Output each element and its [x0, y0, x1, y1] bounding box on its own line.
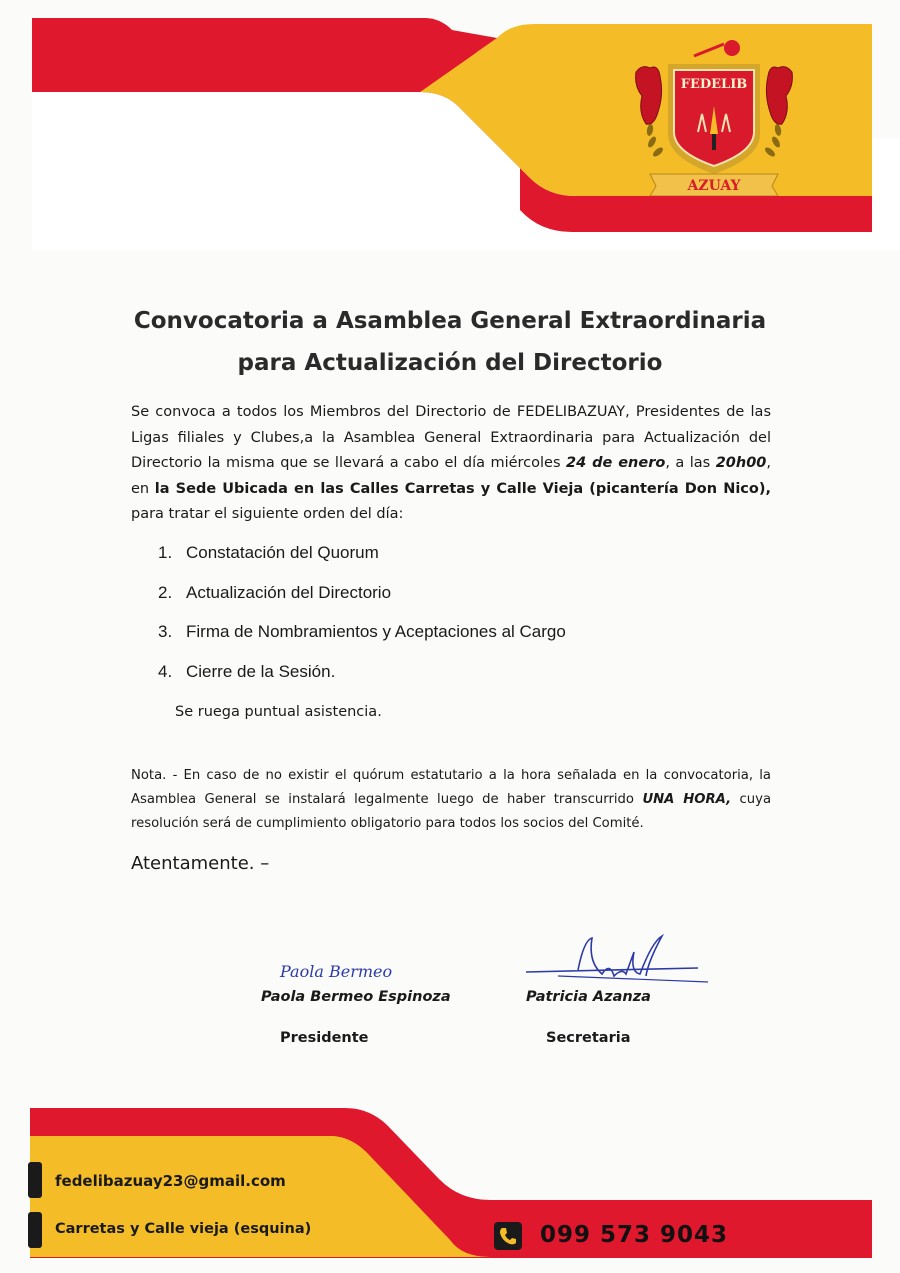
note-emphasis: UNA HORA,: [642, 792, 732, 807]
signer-name-secretary: Patricia Azanza: [526, 989, 651, 1005]
quorum-note: Nota. - En caso de no existir el quórum estatutario a la hora señalada en la convocatoria, la Asamblea General se instalará legalmente luego de haber transcurrido UNA HORA, cuya resolución será de cumplimiento obligatorio para todos los socios del Comité.: [131, 768, 772, 831]
meeting-date: 24 de enero: [566, 455, 666, 471]
agenda-item: 2. Actualización del Directorio: [158, 582, 392, 602]
document-title-line2: para Actualización del Directorio: [237, 350, 663, 376]
footer-address: Carretas y Calle vieja (esquina): [55, 1221, 312, 1237]
meeting-venue: la Sede Ubicada en las Calles Carretas y Calle Vieja (picantería Don Nico),: [154, 480, 771, 497]
phone-icon: [494, 1222, 522, 1250]
signature-patricia: [518, 932, 718, 992]
agenda-item: 4. Cierre de la Sesión.: [158, 661, 336, 681]
signer-name-president: Paola Bermeo Espinoza: [261, 989, 451, 1005]
signer-role-president: Presidente: [280, 1030, 369, 1046]
agenda-list: [158, 543, 758, 701]
logo-banner-text: AZUAY: [687, 178, 741, 194]
location-icon: [28, 1212, 42, 1248]
footer-email[interactable]: fedelibazuay23@gmail.com: [55, 1172, 286, 1190]
agenda-item: 3. Firma de Nombramientos y Aceptaciones al Cargo: [158, 622, 566, 641]
closing-text: Atentamente. –: [131, 853, 270, 874]
agenda-item: 1. Constatación del Quorum: [158, 543, 379, 562]
logo-text-top: FEDELIB: [680, 77, 748, 92]
signature-script-paola: Paola Bermeo: [280, 962, 393, 981]
punctual-attendance: Se ruega puntual asistencia.: [175, 704, 382, 720]
signer-role-secretary: Secretaria: [546, 1030, 631, 1046]
document-title-line1: Convocatoria a Asamblea General Extraordinaria: [133, 308, 767, 334]
meeting-time: 20h00: [715, 455, 767, 471]
footer-phone[interactable]: 099 573 9043: [540, 1222, 729, 1248]
fedelib-logo: [628, 34, 800, 196]
email-icon: [28, 1162, 42, 1198]
intro-paragraph: Se convoca a todos los Miembros del Directorio de FEDELIBAZUAY, Presidentes de las Ligas filiales y Clubes,a la Asamblea General Extraordinaria para Actualización del Directorio la misma que se llevará a cabo el día miércoles 24 de enero, a las 20h00, en la Sede Ubicada en las Calles Carretas y Calle Vieja (picantería Don Nico), para tratar el siguiente orden del día:: [131, 404, 772, 522]
